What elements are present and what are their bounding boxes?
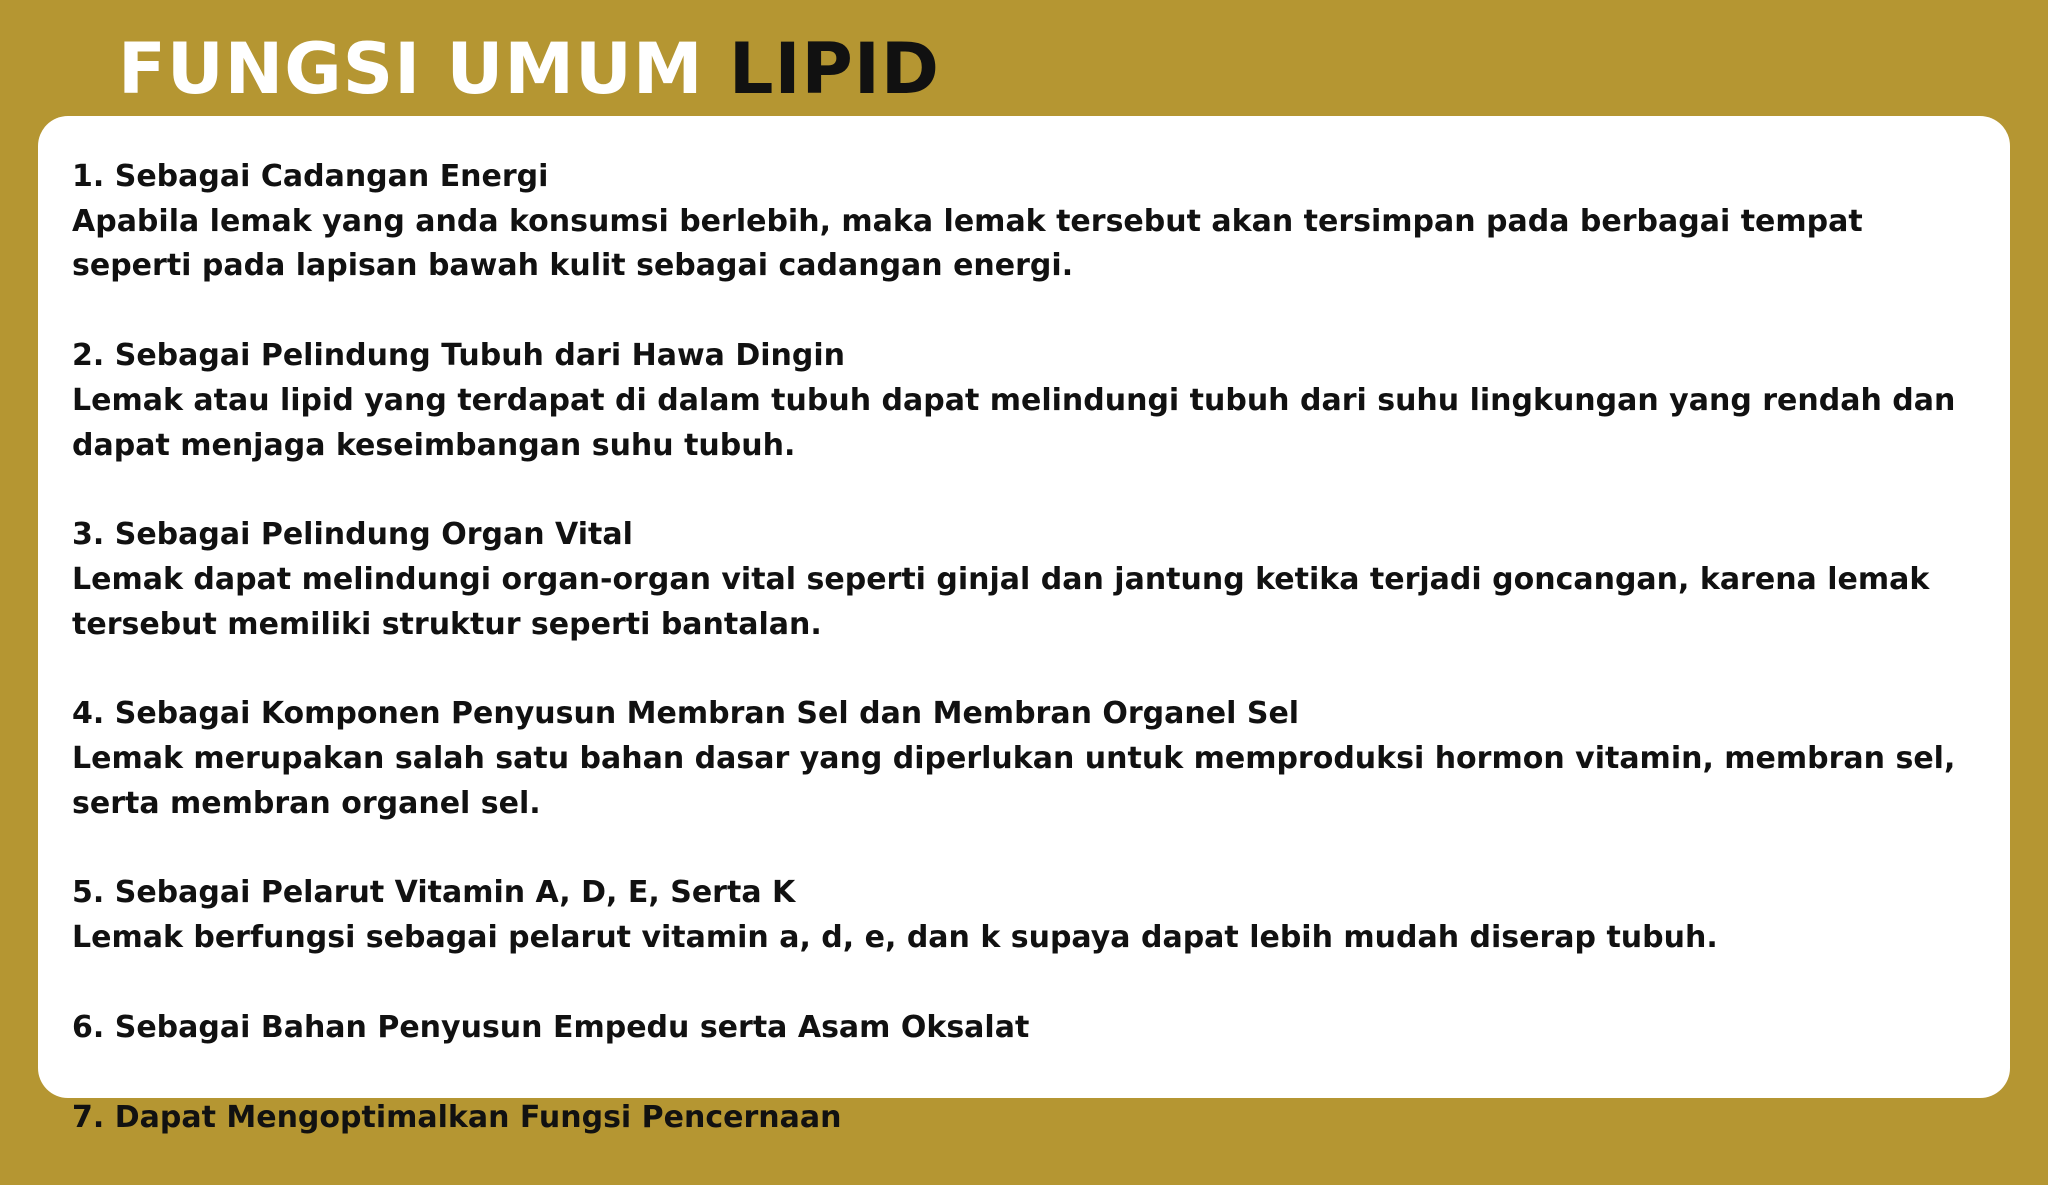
function-item-4 bbox=[72, 692, 1992, 826]
item-body: Lemak berfungsi sebagai pelarut vitamin a, d, e, dan k supaya dapat lebih mudah diserap tubuh. bbox=[72, 920, 1718, 956]
slide-title bbox=[118, 26, 940, 112]
item-body: Lemak merupakan salah satu bahan dasar yang diperlukan untuk memproduksi hormon vitamin, membran sel, serta membran organel sel. bbox=[72, 741, 1956, 821]
item-heading: 6. Sebagai Bahan Penyusun Empedu serta Asam Oksalat bbox=[72, 1009, 1030, 1045]
item-heading: 1. Sebagai Cadangan Energi bbox=[72, 159, 549, 194]
item-heading: 3. Sebagai Pelindung Organ Vital bbox=[72, 517, 633, 553]
function-item-7 bbox=[72, 1096, 1992, 1141]
function-item-3 bbox=[72, 513, 1992, 647]
function-list bbox=[72, 155, 1992, 1185]
item-heading: 5. Sebagai Pelarut Vitamin A, D, E, Serta K bbox=[72, 875, 796, 911]
item-body: Apabila lemak yang anda konsumsi berlebih, maka lemak tersebut akan tersimpan pada berbagai tempat seperti pada lapisan bawah kulit sebagai cadangan energi. bbox=[72, 203, 1863, 284]
item-heading: 4. Sebagai Komponen Penyusun Membran Sel dan Membran Organel Sel bbox=[72, 696, 1300, 732]
item-heading: 7. Dapat Mengoptimalkan Fungsi Pencernaan bbox=[72, 1099, 842, 1135]
function-item-1 bbox=[72, 155, 1992, 289]
function-item-2 bbox=[72, 334, 1992, 468]
item-body: Lemak dapat melindungi organ-organ vital seperti ginjal dan jantung ketika terjadi goncangan, karena lemak tersebut memiliki struktur seperti bantalan. bbox=[72, 561, 1930, 642]
title-part-1: FUNGSI UMUM bbox=[118, 28, 729, 110]
function-item-5 bbox=[72, 871, 1992, 960]
title-part-2: LIPID bbox=[728, 28, 941, 110]
item-heading: 2. Sebagai Pelindung Tubuh dari Hawa Dingin bbox=[72, 338, 846, 374]
item-body: Lemak atau lipid yang terdapat di dalam tubuh dapat melindungi tubuh dari suhu lingkungan yang rendah dan dapat menjaga keseimbangan suhu tubuh. bbox=[72, 382, 1956, 463]
function-item-6 bbox=[72, 1006, 1992, 1051]
